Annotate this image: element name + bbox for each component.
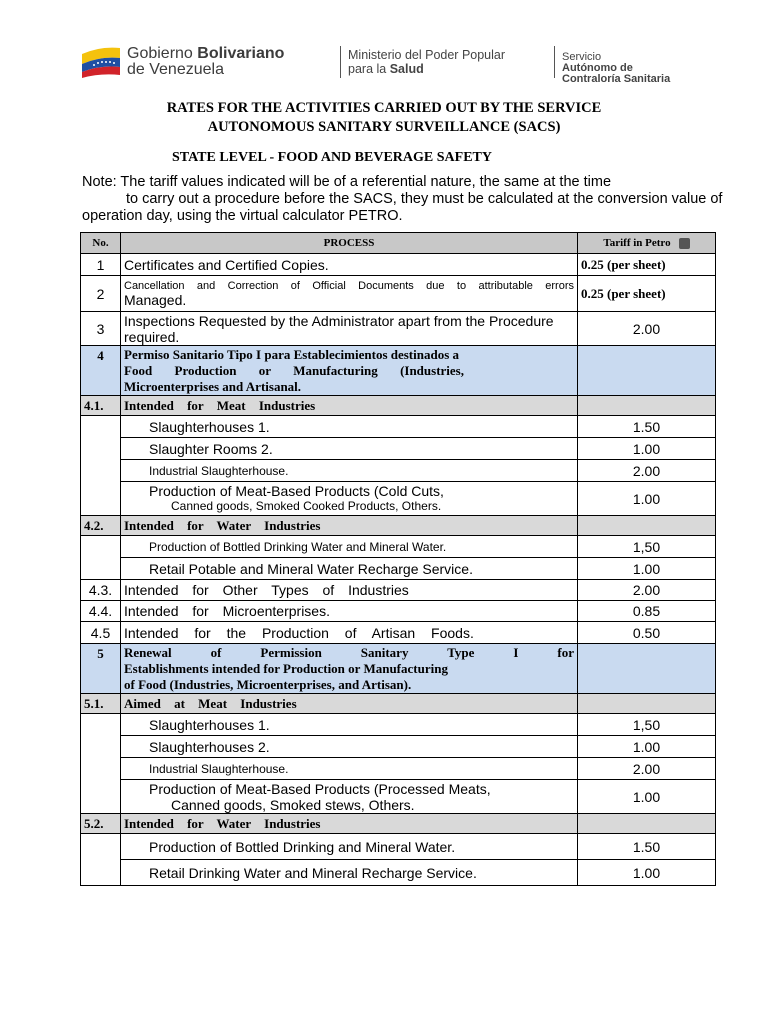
table-row: 4.5 Intended for the Production of Artisan Foods. 0.50 xyxy=(81,622,716,644)
table-header xyxy=(81,233,716,254)
col-no: No. xyxy=(81,233,121,254)
ministry-name: Ministerio del Poder Popular para la Salud xyxy=(348,48,506,76)
table-row: Industrial Slaughterhouse. 2.00 xyxy=(81,460,716,482)
note: Note: The tariff values indicated will be of a referential nature, the same at the time to carry out a procedure before the SACS, they must be calculated at the conversion value of operation day, using the virtual calculator PETRO. xyxy=(82,174,723,224)
table-row: Production of Bottled Drinking Water and Mineral Water. 1,50 xyxy=(81,536,716,558)
col-tariff: Tariff in Petro xyxy=(578,233,716,254)
section-row: 5 Renewal of Permission Sanitary Type I for Establishments intended for Production or Manufacturing of Food (Industries, Microenterprises, and Artisan). xyxy=(81,644,716,694)
table-row: Slaughterhouses 1. 1,50 xyxy=(81,714,716,736)
table-row: 2 Cancellation and Correction of Official Documents due to attributable errors Managed. 0.25 (per sheet) xyxy=(81,276,716,312)
table-row: 4.3. Intended for Other Types of Industries 2.00 xyxy=(81,580,716,601)
table-row: Slaughter Rooms 2. 1.00 xyxy=(81,438,716,460)
subsection-row: 4.1. Intended for Meat Industries xyxy=(81,396,716,416)
table-row: Production of Meat-Based Products (Cold Cuts, Canned goods, Smoked Cooked Products, Others. 1.00 xyxy=(81,482,716,516)
table-icon xyxy=(679,238,690,249)
col-process: PROCESS xyxy=(121,233,578,254)
divider xyxy=(340,46,341,78)
document-subtitle: STATE LEVEL - FOOD AND BEVERAGE SAFETY xyxy=(172,150,492,165)
sacs-name: Servicio Autónomo de Contraloría Sanitaria xyxy=(562,51,671,85)
table-row: 3 Inspections Requested by the Administrator apart from the Procedure required. 2.00 xyxy=(81,312,716,346)
table-row: Industrial Slaughterhouse. 2.00 xyxy=(81,758,716,780)
document-title-2: AUTONOMOUS SANITARY SURVEILLANCE (SACS) xyxy=(207,119,561,135)
table-row: 1 Certificates and Certified Copies. 0.25 (per sheet) xyxy=(81,254,716,276)
letterhead xyxy=(80,40,720,84)
divider xyxy=(554,46,555,78)
subsection-row: 4.2. Intended for Water Industries xyxy=(81,516,716,536)
table-row: Production of Bottled Drinking and Mineral Water. 1.50 xyxy=(81,834,716,860)
tariff-table xyxy=(80,232,716,886)
government-name: Gobierno Bolivariano de Venezuela xyxy=(127,45,285,78)
subsection-row: 5.1. Aimed at Meat Industries xyxy=(81,694,716,714)
table-row: Slaughterhouses 2. 1.00 xyxy=(81,736,716,758)
table-row: Production of Meat-Based Products (Processed Meats, Canned goods, Smoked stews, Others. 1.00 xyxy=(81,780,716,814)
venezuela-flag-logo xyxy=(80,44,122,78)
table-row: Retail Drinking Water and Mineral Recharge Service. 1.00 xyxy=(81,860,716,886)
table-row: Retail Potable and Mineral Water Recharge Service. 1.00 xyxy=(81,558,716,580)
subsection-row: 5.2. Intended for Water Industries xyxy=(81,814,716,834)
document-title: RATES FOR THE ACTIVITIES CARRIED OUT BY THE SERVICE xyxy=(166,100,602,116)
table-row: 4.4. Intended for Microenterprises. 0.85 xyxy=(81,601,716,622)
section-row: 4 Permiso Sanitario Tipo I para Establecimientos destinados a Food Production or Manufacturing (Industries, Microenterprises and Artisanal. xyxy=(81,346,716,396)
table-row: Slaughterhouses 1. 1.50 xyxy=(81,416,716,438)
